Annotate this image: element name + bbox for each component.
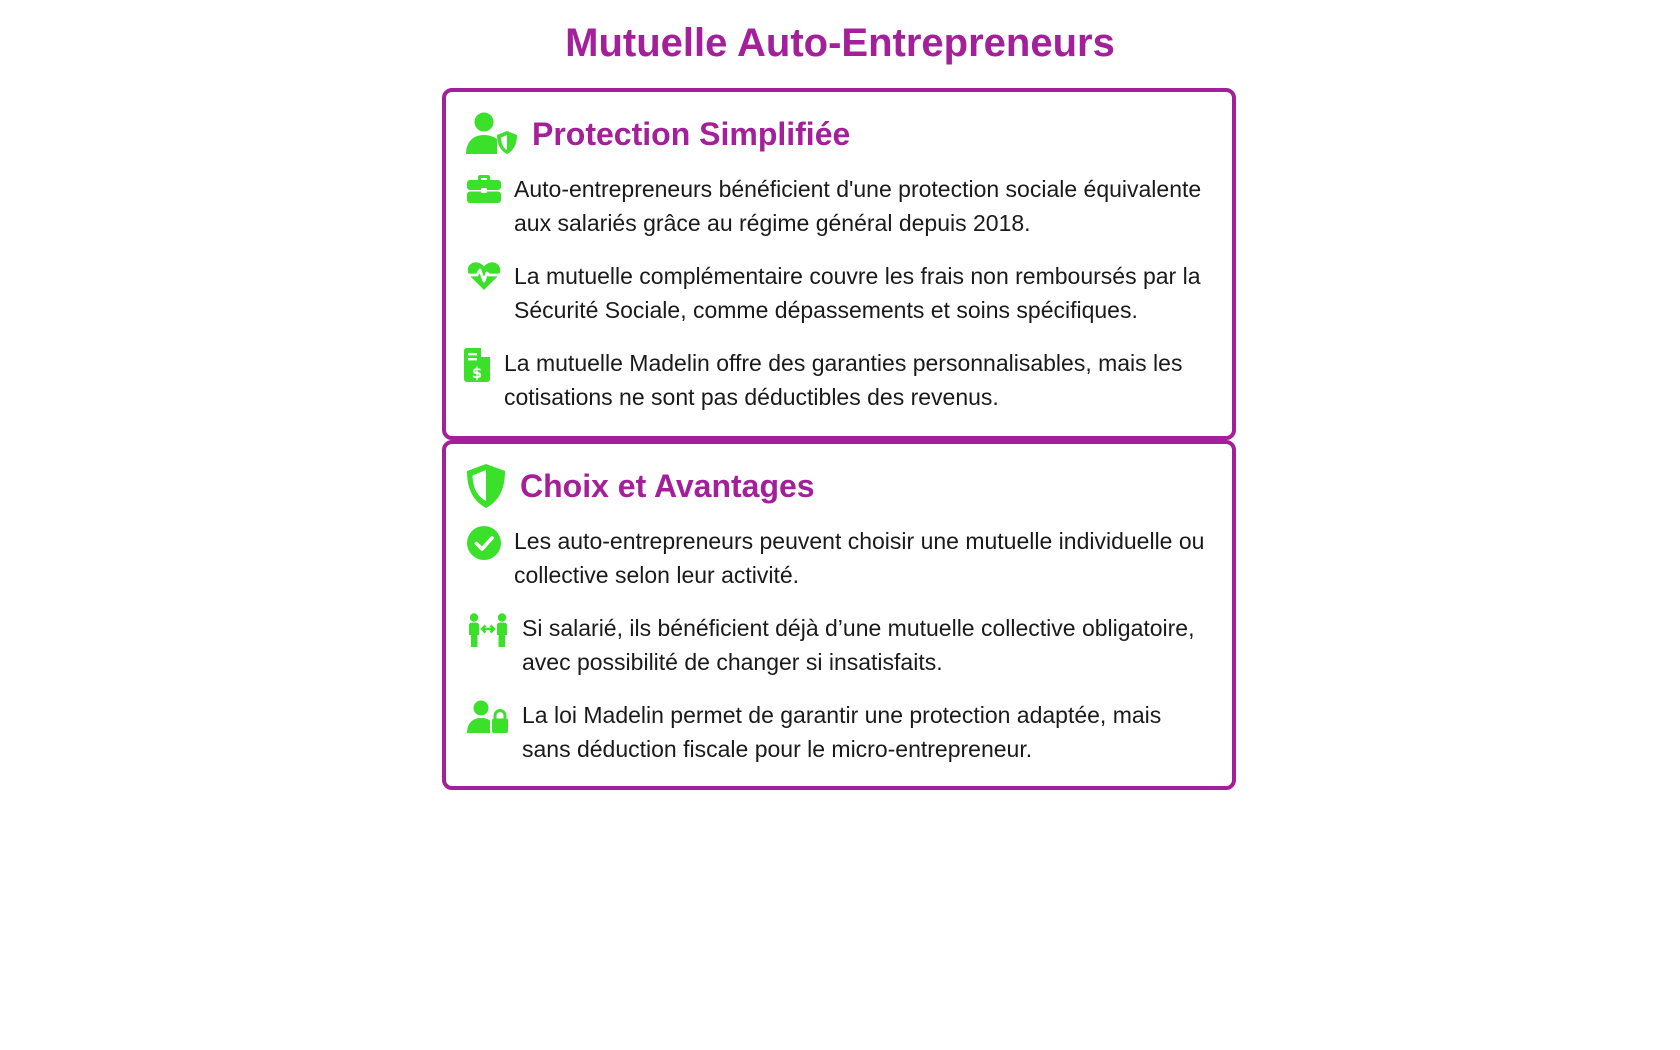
- list-item: [462, 346, 1210, 414]
- item-text: Si salarié, ils bénéficient déjà d’une mutuelle collective obligatoire, avec possibilité de changer si insatisfaits.: [522, 615, 1195, 675]
- check-circle-icon: [466, 524, 502, 562]
- section-title: Protection Simplifiée: [532, 116, 851, 152]
- list-item: [466, 611, 1210, 679]
- shield-icon: [466, 464, 506, 508]
- list-item: [466, 172, 1210, 240]
- list-item: [466, 259, 1210, 327]
- page-title: Mutuelle Auto-Entrepreneurs: [565, 21, 1115, 65]
- briefcase-icon: [466, 172, 502, 210]
- item-text: La loi Madelin permet de garantir une protection adaptée, mais sans déduction fiscale pour le micro-entrepreneur.: [522, 702, 1162, 762]
- heart-pulse-icon: [466, 259, 502, 297]
- item-text: La mutuelle complémentaire couvre les frais non remboursés par la Sécurité Sociale, comme dépassements et soins spécifiques.: [514, 263, 1201, 323]
- invoice-dollar-icon: [462, 346, 492, 384]
- svg-text:$: $: [471, 364, 483, 382]
- user-shield-icon: [466, 112, 518, 156]
- section-protection-simplifiee: [442, 88, 1236, 440]
- item-text: Les auto-entrepreneurs peuvent choisir une mutuelle individuelle ou collective selon leur activité.: [514, 528, 1205, 588]
- list-item: [466, 524, 1210, 592]
- section-title: Choix et Avantages: [520, 468, 815, 504]
- item-text: Auto-entrepreneurs bénéficient d'une protection sociale équivalente aux salariés grâce au régime général depuis 2018.: [514, 176, 1202, 236]
- section-header: [466, 462, 1210, 510]
- user-lock-icon: [466, 698, 510, 736]
- item-text: La mutuelle Madelin offre des garanties personnalisables, mais les cotisations ne sont pas déductibles des revenus.: [504, 350, 1183, 410]
- people-arrows-icon: [466, 611, 510, 649]
- section-header: [466, 110, 1210, 158]
- section-choix-et-avantages: [442, 440, 1236, 790]
- list-item: [466, 698, 1210, 766]
